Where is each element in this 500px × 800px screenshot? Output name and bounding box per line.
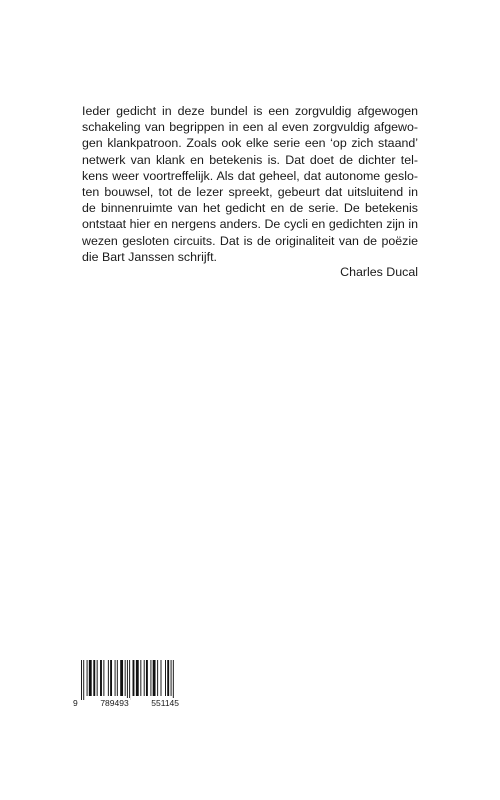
barcode-bar [173,660,174,700]
barcode-bar [120,660,123,696]
barcode-digits [72,698,180,708]
barcode-bar [167,660,169,696]
blurb-line: schakeling van begrippen in een al even zorgvuldig afgewo- [82,120,418,135]
blurb-text [82,103,418,265]
barcode-bar [133,660,135,696]
isbn-barcode [72,660,180,722]
barcode-bar [83,660,84,700]
barcode-digit-group: 551145 [151,698,179,708]
barcode-bars [72,660,180,700]
blurb-line: de binnenruimte van het gedicht en de serie. De betekenis [82,201,418,216]
barcode-bar [89,660,92,696]
barcode-bar [117,660,118,696]
barcode-bar [161,660,162,696]
barcode-bar [150,660,151,696]
barcode-bar [103,660,104,696]
barcode-bar [171,660,172,696]
barcode-bar [87,660,88,696]
barcode-bar [140,660,141,696]
barcode-bar [115,660,116,696]
barcode-bar [127,660,128,700]
blurb-line: Ieder gedicht in deze bundel is een zorgvuldig afgewogen [82,104,418,118]
blurb-line: ten bouwsel, tot de lezer spreekt, gebeurt dat uitsluitend in [82,185,418,200]
barcode-bar [97,660,98,696]
barcode-digit-group: 9 [73,698,78,708]
barcode-bar [165,660,166,696]
author-name: Charles Ducal [340,265,418,279]
barcode-bar [110,660,112,696]
barcode-bar [81,660,82,700]
blurb-line: wezen gesloten circuits. Dat is de originaliteit van de poëzie [82,233,418,248]
barcode-bar [153,660,156,696]
barcode-bar [100,660,102,696]
barcode-digit-group: 789493 [100,698,129,708]
blurb-line: gen klankpatroon. Zoals ook elke serie een ‘op zich staand’ [82,136,418,151]
barcode-bar [93,660,95,696]
barcode-bar [125,660,126,696]
barcode-bar [144,660,145,696]
blurb-line: die Bart Janssen schrijft. [82,249,217,264]
barcode-bar [129,660,130,700]
blurb-line: kens weer voortreffelijk. Als dat geheel, dat autonome geslo- [82,168,418,183]
blurb-line: ontstaat hier en nergens anders. De cycli en gedichten zijn in [82,217,418,232]
barcode-bar [108,660,109,696]
blurb-line: netwerk van klank en betekenis is. Dat doet de dichter tel- [82,152,418,167]
barcode-bar [157,660,158,696]
barcode-bar [136,660,139,696]
barcode-bar [146,660,148,696]
